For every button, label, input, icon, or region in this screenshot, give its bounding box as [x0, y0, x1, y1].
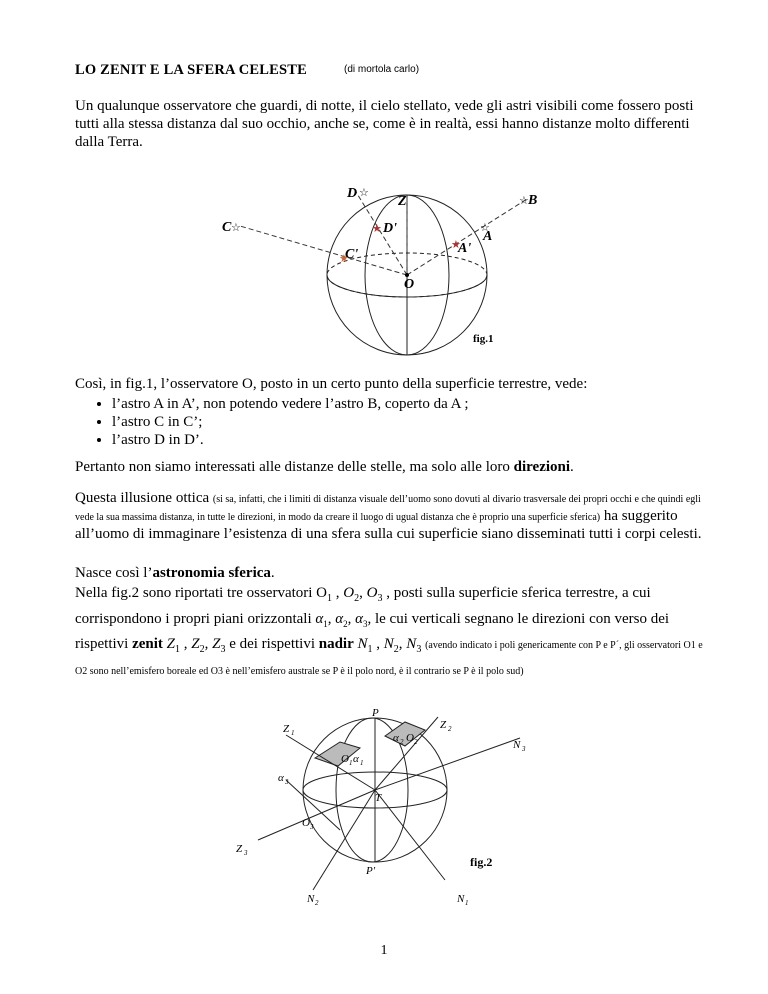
fig2-label-n1: N [457, 893, 465, 905]
star-icon: ☆ [231, 222, 241, 234]
pertanto-paragraph: Pertanto non siamo interessati alle distanze delle stelle, ma solo alle loro direzioni. [75, 459, 574, 475]
fig1-label-z: Z [398, 194, 407, 209]
fig1-label-o: O [404, 277, 415, 292]
page-title: LO ZENIT E LA SFERA CELESTE [75, 62, 307, 78]
fig2-label-z3: Z [236, 843, 243, 855]
intro-paragraph: Un qualunque osservatore che guardi, di notte, il cielo stellato, vede gli astri visibili come fossero posti tutti alla stessa distanza dal suo occhio, anche se, come è in realtà, essi hanno distanze molto differenti dalla Terra. [75, 98, 694, 150]
star-icon: ★ [339, 253, 349, 265]
star-icon: ☆ [359, 187, 369, 199]
svg-text:2: 2 [414, 738, 418, 746]
fig2-label-t: T [375, 792, 382, 804]
page-number: 1 [380, 943, 388, 958]
plane-alpha2 [385, 722, 425, 746]
svg-text:3: 3 [244, 849, 248, 857]
star-icon: ★ [451, 239, 461, 251]
fig2-label-z2: Z [440, 719, 447, 731]
fig2-caption: fig.2 [470, 855, 493, 869]
list-item: • l’astro A in A’, non potendo vedere l’astro B, coperto da A ; [112, 395, 469, 413]
star-icon: ★ [372, 223, 382, 235]
observation-list [75, 395, 469, 449]
fig1-label-cp: C' [345, 247, 359, 262]
fig2-label-n3: N [513, 739, 521, 751]
svg-text:1: 1 [291, 729, 295, 737]
fig1-label-ap: A' [458, 241, 472, 256]
author-byline: (di mortola carlo) [344, 64, 420, 75]
fig2-label-o3: O [302, 817, 310, 829]
fig2-label-o1: O [341, 753, 349, 765]
fig2-label-z1: Z [283, 723, 290, 735]
fig2-label-a2: α [393, 732, 399, 744]
fig2-label-a1: α [353, 753, 359, 765]
fig1-paragraph: Così, in fig.1, l’osservatore O, posto in un certo punto della superficie terrestre, vede: [75, 376, 588, 392]
svg-text:3: 3 [522, 745, 526, 753]
fig2-paragraph: Nella fig.2 sono riportati tre osservatori $O_1$ , $O_2$, $O_3$ , posti sulla superficie sferica terrestre, a cui corrispondono i propri piani orizzontali $\alpha_1$, $\alpha_2$, $\alpha_3$, le cui verticali segnano le direzioni con verso dei rispettivi zenit $Z_1$ , $Z_2$, $Z_3$ e dei rispettivi nadir $N_1$ , $N_2$, $N_3$ (avendo indicato i poli genericamente con P e P´, gli osservatori O1 e O2 sono nell’emisfero boreale ed O3 è nell’emisfero australe se P è il polo nord, è il contrario se P è il polo sud) [75, 585, 703, 677]
svg-text:1: 1 [349, 759, 353, 767]
star-icon: ☆ [480, 222, 490, 234]
fig1-label-a: A [483, 229, 493, 244]
illusione-paragraph: Questa illusione ottica (si sa, infatti, che i limiti di distanza visuale dell’uomo sono dovuti al divario trasversale dei propri occhi e che quindi egli vede la sua massima distanza, in tutte le direzioni, in modo da creare il luogo di ugual distanza che è proprio una superficie sferica) ha suggerito all’uomo di immaginare l’esistenza di una sfera sulla cui superficie siano disseminati tutti i corpi celesti. [75, 490, 702, 542]
fig2-label-p: P [372, 707, 379, 719]
fig1-label-d: D [347, 186, 358, 201]
fig2-label-n2: N [307, 893, 315, 905]
svg-text:3: 3 [285, 778, 289, 786]
fig1-label-c: C [222, 220, 232, 235]
svg-text:2: 2 [315, 899, 319, 907]
fig2-label-o2: O [406, 732, 414, 744]
star-icon: ☆ [519, 195, 529, 207]
fig1-label-dp: D' [383, 221, 397, 236]
list-item: • l’astro C in C’; [112, 413, 469, 431]
fig1-label-b: B [528, 193, 538, 208]
svg-text:2: 2 [400, 738, 404, 746]
svg-text:1: 1 [360, 759, 364, 767]
figure-1 [215, 180, 555, 350]
svg-text:1: 1 [465, 899, 469, 907]
fig2-label-pp: P' [366, 865, 376, 877]
list-item: • l’astro D in D’. [112, 431, 469, 449]
svg-text:3: 3 [310, 823, 314, 831]
figure-2 [228, 707, 568, 914]
svg-text:2: 2 [448, 725, 452, 733]
fig2-label-a3: α [278, 772, 284, 784]
nasce-paragraph: Nasce così l’astronomia sferica. [75, 565, 275, 581]
fig1-caption: fig.1 [473, 333, 494, 345]
